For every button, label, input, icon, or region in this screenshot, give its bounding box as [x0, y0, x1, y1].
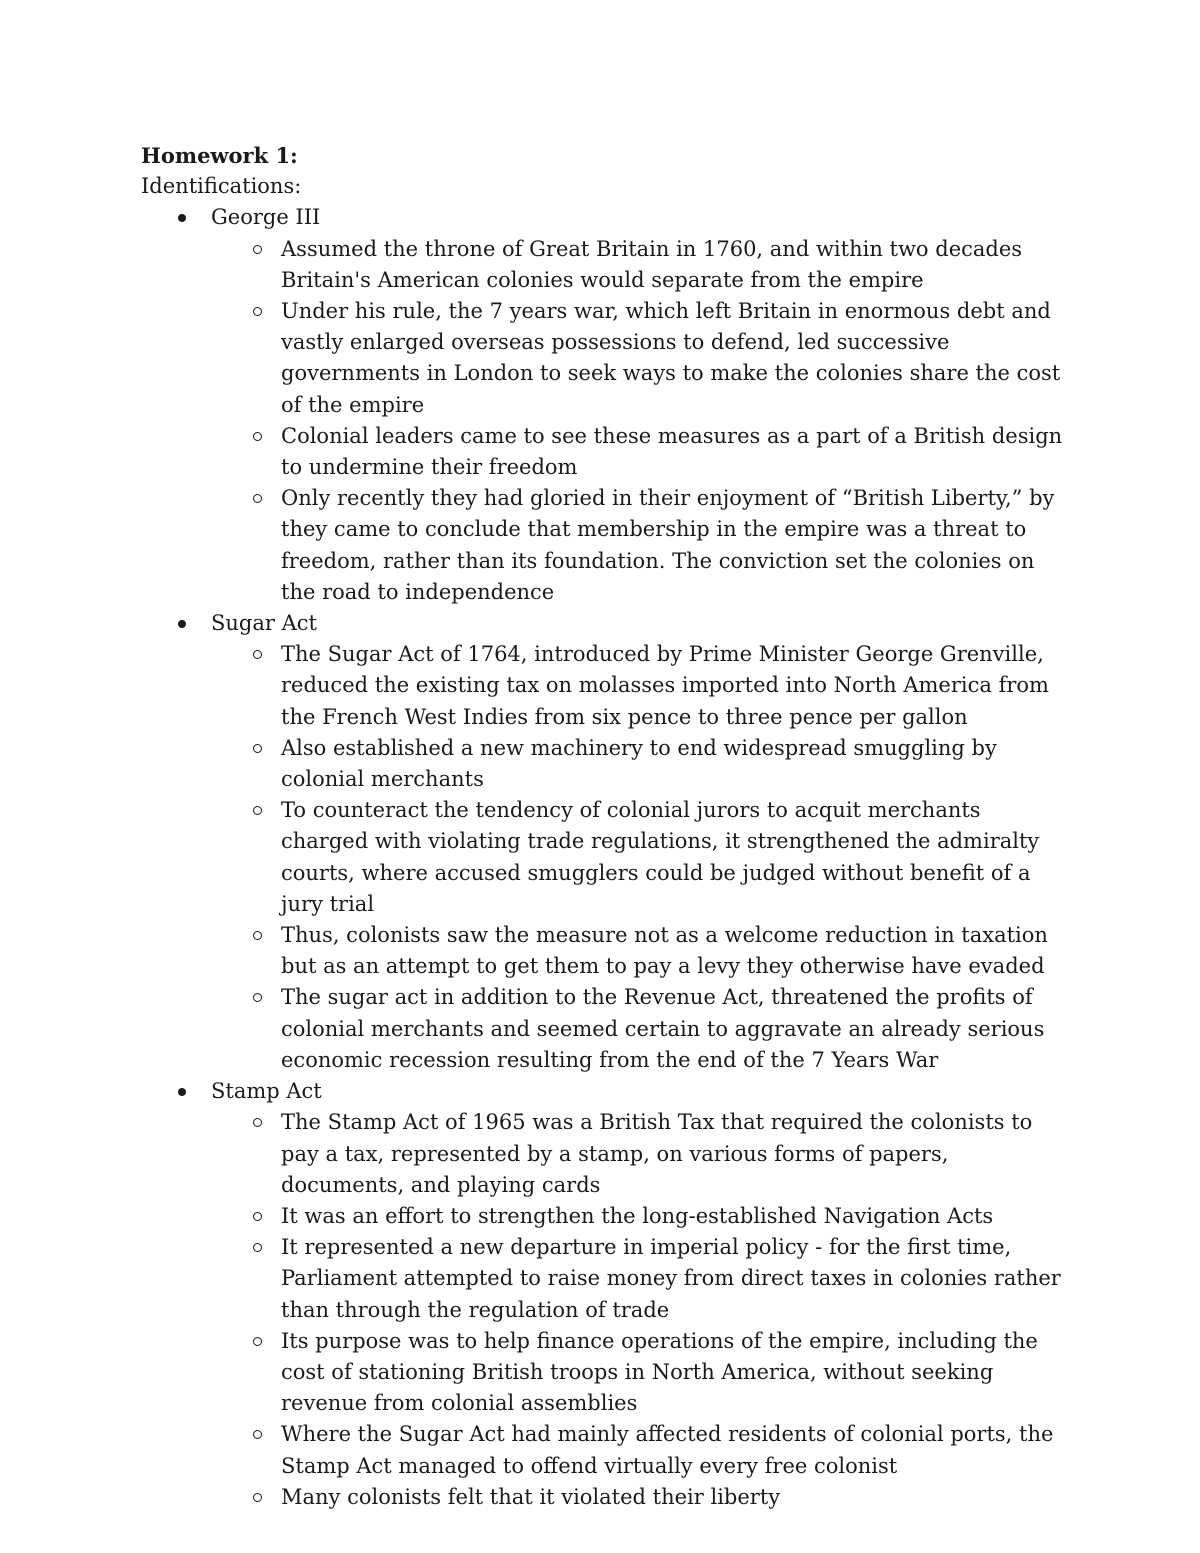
topic-item	[141, 608, 1071, 1076]
topic-heading: Sugar Act	[211, 611, 317, 636]
hollow-bullet-icon	[253, 1337, 262, 1346]
hollow-bullet-icon	[253, 245, 262, 254]
hollow-bullet-icon	[253, 650, 262, 659]
point-item	[141, 1201, 1071, 1232]
point-text: Under his rule, the 7 years war, which left Britain in enormous debt and vastly enlarged overseas possessions to defend, led successive governments in London to seek ways to make the colonies share the cost of the empire	[281, 299, 1061, 417]
point-text: The Sugar Act of 1764, introduced by Prime Minister George Grenville, reduced the existing tax on molasses imported into North America from the French West Indies from six pence to three pence per gallon	[281, 642, 1049, 729]
filled-bullet-icon	[178, 1088, 186, 1096]
point-item	[141, 639, 1071, 733]
point-text: Its purpose was to help finance operations of the empire, including the cost of stationing British troops in North America, without seeking revenue from colonial assemblies	[281, 1328, 1038, 1416]
document-title: Homework 1:	[141, 143, 298, 168]
point-text: Thus, colonists saw the measure not as a welcome reduction in taxation but as an attempt to get them to pay a levy they otherwise have evaded	[281, 923, 1048, 979]
point-item	[141, 483, 1071, 608]
topic-heading: George III	[211, 205, 321, 230]
filled-bullet-icon	[178, 620, 186, 628]
hollow-bullet-icon	[253, 1243, 262, 1252]
point-item	[141, 421, 1071, 483]
point-text: It was an effort to strengthen the long-established Navigation Acts	[281, 1203, 994, 1228]
point-item	[141, 234, 1071, 296]
hollow-bullet-icon	[253, 1430, 262, 1439]
point-item	[141, 1326, 1071, 1420]
point-item	[141, 795, 1071, 920]
hollow-bullet-icon	[253, 307, 262, 316]
point-item	[141, 982, 1071, 1076]
hollow-bullet-icon	[253, 494, 262, 503]
point-list	[211, 1107, 1071, 1513]
topic-item	[141, 202, 1071, 608]
hollow-bullet-icon	[253, 1493, 262, 1502]
point-list	[211, 639, 1071, 1076]
topic-list	[141, 202, 1071, 1513]
point-text: Also established a new machinery to end widespread smuggling by colonial merchants	[281, 735, 997, 792]
point-item	[141, 1107, 1071, 1201]
hollow-bullet-icon	[253, 806, 262, 815]
filled-bullet-icon	[178, 214, 186, 222]
point-text: Colonial leaders came to see these measures as a part of a British design to undermine their freedom	[281, 423, 1063, 480]
point-text: It represented a new departure in imperial policy - for the first time, Parliament attempted to raise money from direct taxes in colonies rather than through the regulation of trade	[281, 1235, 1061, 1322]
point-text: Where the Sugar Act had mainly affected residents of colonial ports, the Stamp Act managed to offend virtually every free colonist	[281, 1422, 1054, 1478]
document-body	[141, 140, 1071, 1513]
point-text: Many colonists felt that it violated their liberty	[281, 1484, 781, 1509]
point-text: The Stamp Act of 1965 was a British Tax that required the colonists to pay a tax, represented by a stamp, on various forms of papers, documents, and playing cards	[281, 1110, 1033, 1197]
section-label: Identifications:	[141, 174, 302, 199]
topic-heading: Stamp Act	[211, 1079, 322, 1104]
hollow-bullet-icon	[253, 1212, 262, 1221]
point-item	[141, 920, 1071, 982]
point-item	[141, 1482, 1071, 1513]
hollow-bullet-icon	[253, 993, 262, 1002]
point-text: Assumed the throne of Great Britain in 1760, and within two decades Britain's American colonies would separate from the empire	[281, 236, 1023, 292]
point-item	[141, 733, 1071, 795]
point-list	[211, 234, 1071, 608]
point-text: Only recently they had gloried in their enjoyment of “British Liberty,” by they came to conclude that membership in the empire was a threat to freedom, rather than its foundation. The conviction set the colonies on the road to independence	[281, 486, 1055, 604]
hollow-bullet-icon	[253, 432, 262, 441]
point-text: To counteract the tendency of colonial jurors to acquit merchants charged with violating trade regulations, it strengthened the admiralty courts, where accused smugglers could be judged without benefit of a jury trial	[281, 798, 1040, 916]
point-item	[141, 296, 1071, 421]
hollow-bullet-icon	[253, 931, 262, 940]
topic-item	[141, 1076, 1071, 1513]
hollow-bullet-icon	[253, 1118, 262, 1127]
point-text: The sugar act in addition to the Revenue Act, threatened the profits of colonial merchants and seemed certain to aggravate an already serious economic recession resulting from the end of the 7 Years War	[281, 985, 1045, 1072]
point-item	[141, 1232, 1071, 1326]
hollow-bullet-icon	[253, 744, 262, 753]
point-item	[141, 1419, 1071, 1481]
